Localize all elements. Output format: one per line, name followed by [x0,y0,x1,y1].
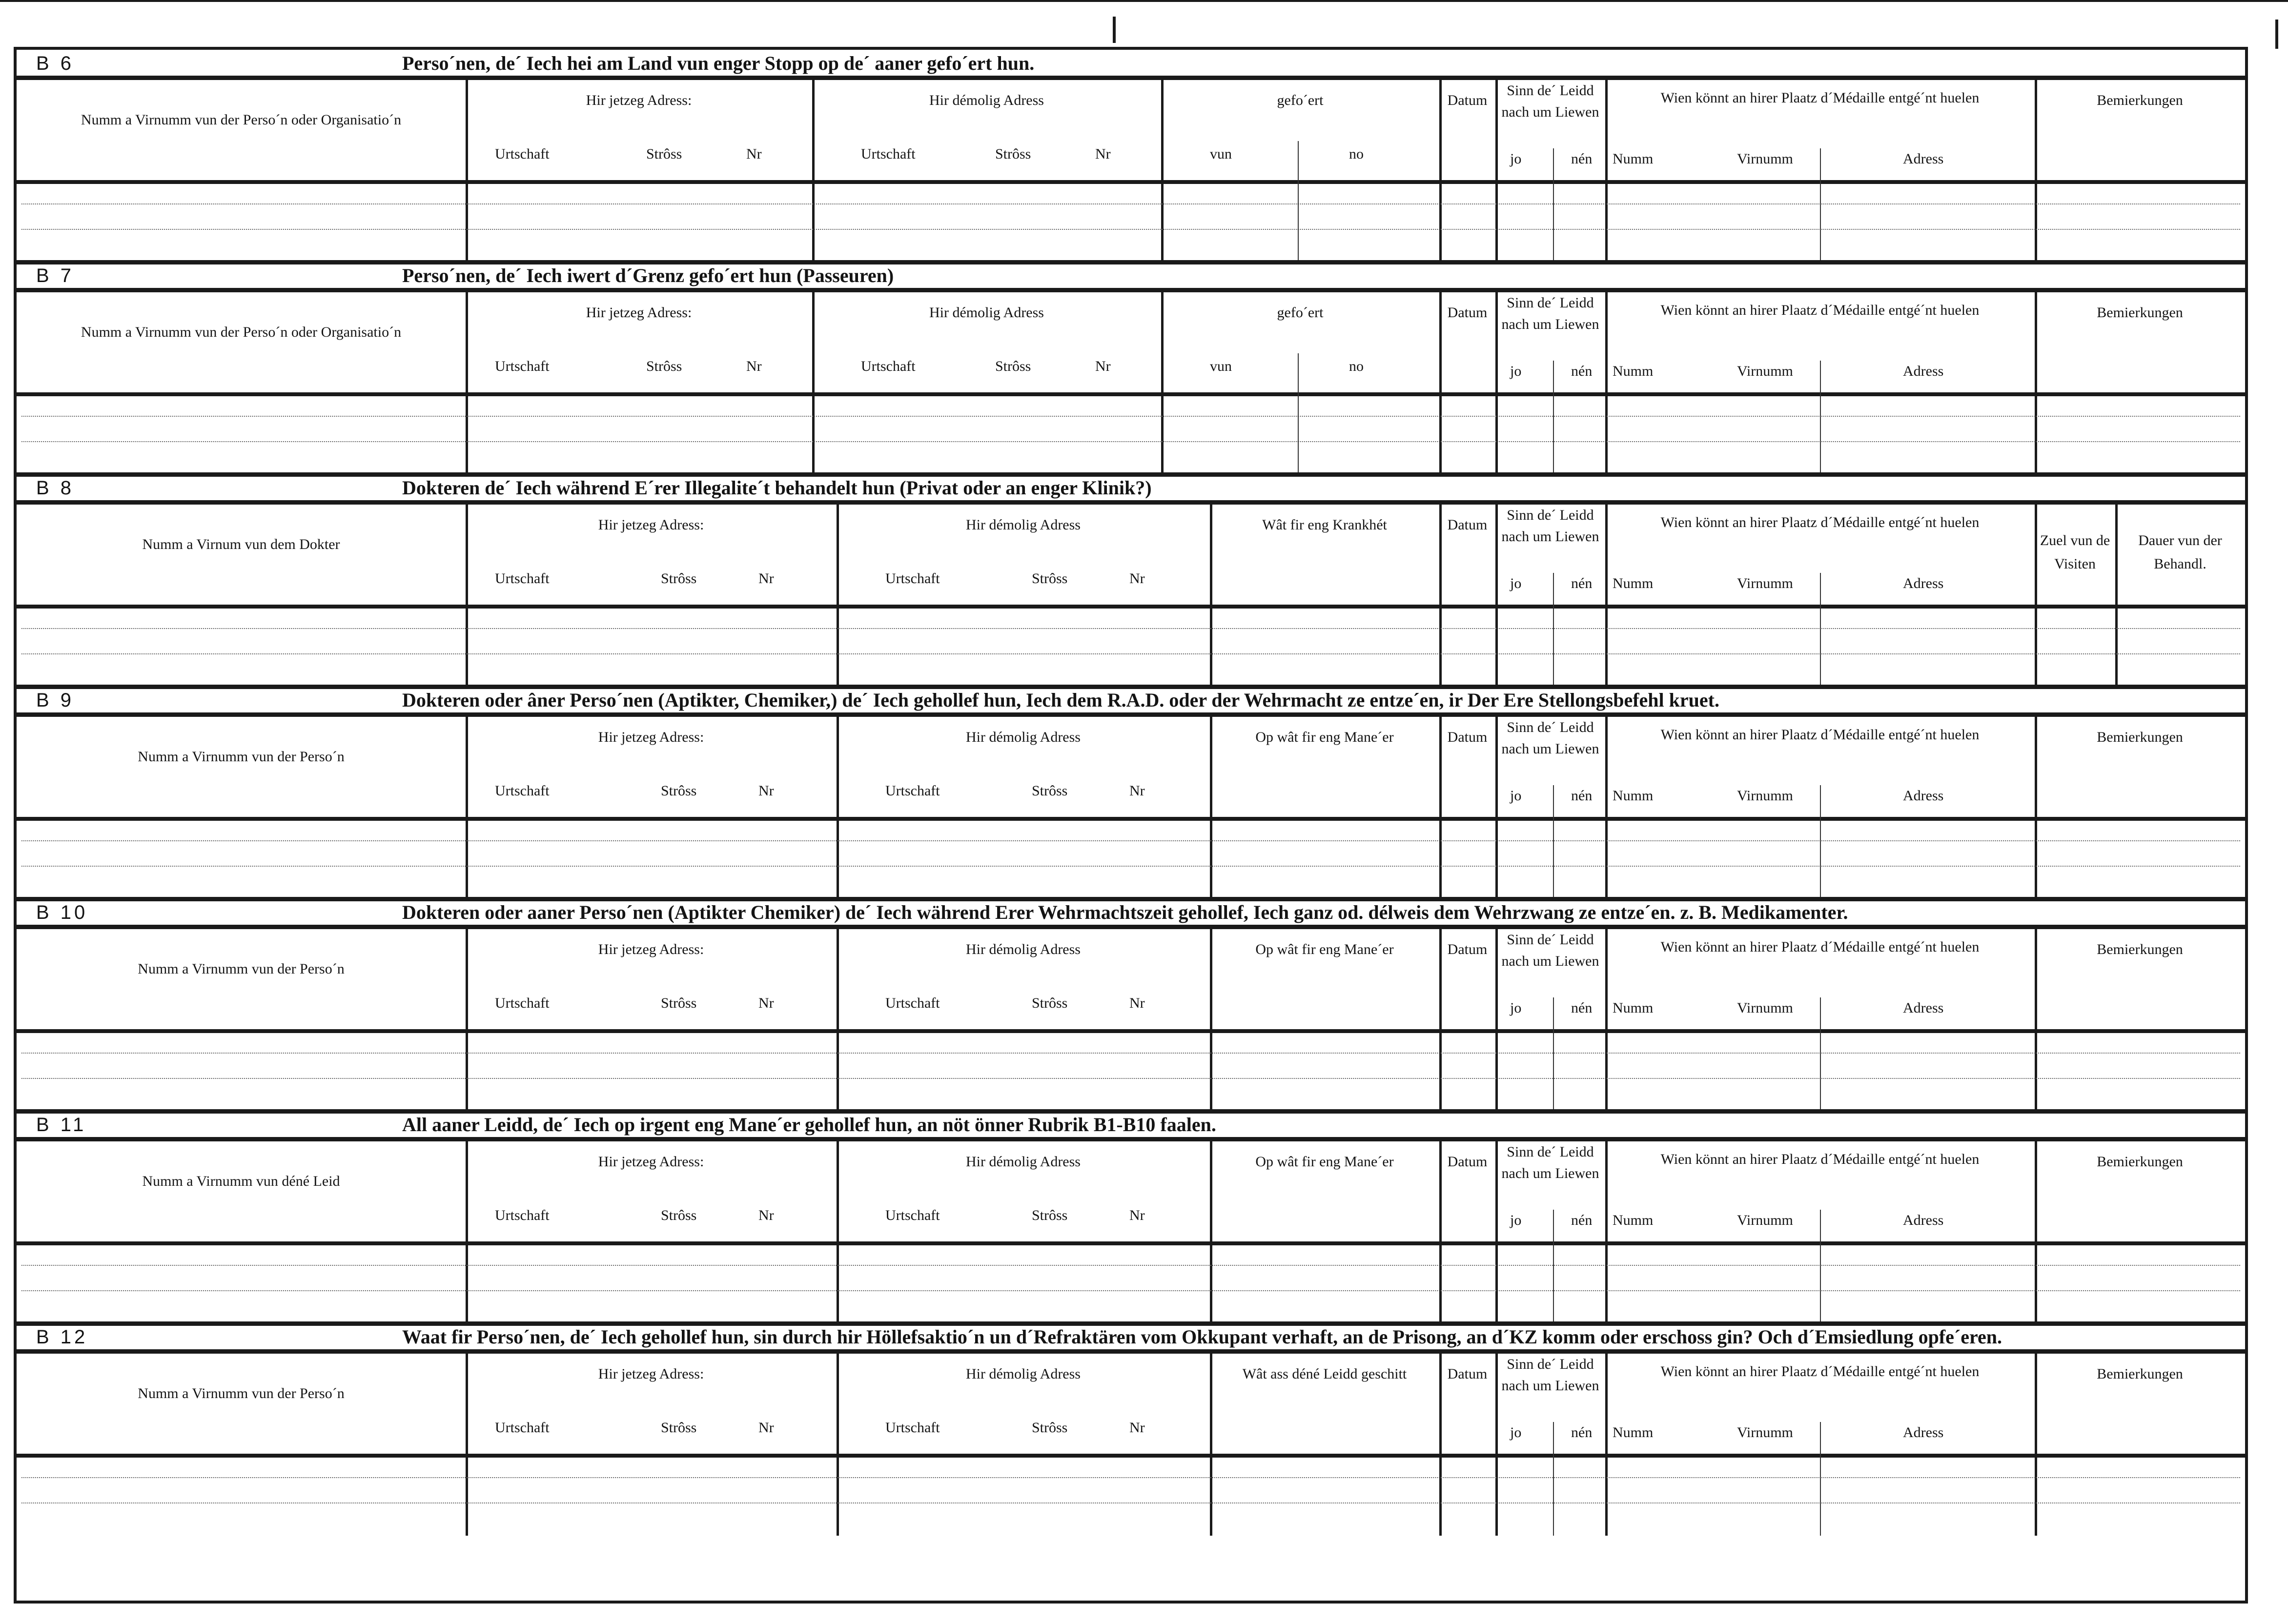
header-row-divider [17,180,2245,184]
yes-label: jo [1510,1424,1522,1441]
number-label: Nr [1129,1207,1145,1223]
transported-header: gefo´ert [1277,92,1324,108]
section-title-bar [17,1111,2245,1141]
duration-header: Dauer vun der Behandl. [2138,532,2222,572]
number-label: Nr [1129,995,1145,1011]
date-header: Datum [1447,1154,1488,1170]
section-title: Dokteren oder aaner Perso´nen (Aptikter Chemiker) de´ Iech während Erer Wehrmachtszeit gehollef, Iech ganz od. délweis dem Wehrzwang ze entze´en. z. B. Medikamenter. [402,901,1848,923]
entry-row-line [21,441,2240,442]
name-label: Numm [1613,151,1654,167]
name-column-header: Numm a Virnumm vun der Perso´n [138,1385,345,1401]
entry-row-line [21,866,2240,867]
name-label: Numm [1613,1424,1654,1441]
no-label: nén [1571,151,1593,167]
name-column-header: Numm a Virnumm vun der Perso´n [138,961,345,977]
firstname-label: Virnumm [1737,1424,1793,1441]
firstname-label: Virnumm [1737,1212,1793,1228]
section-title-bar [17,1323,2245,1354]
address-label: Adress [1903,363,1944,379]
street-label: Strôss [1032,1420,1068,1436]
number-label: Nr [758,1420,774,1436]
firstname-label: Virnumm [1737,575,1793,591]
column-divider [1210,717,1212,899]
entry-row-line [21,416,2240,417]
locality-label: Urtschaft [495,146,550,162]
column-divider [1605,1141,1608,1323]
column-divider [1210,505,1212,687]
address-label: Adress [1903,151,1944,167]
firstname-label: Virnumm [1737,1000,1793,1016]
number-label: Nr [758,1207,774,1223]
firstname-label: Virnumm [1737,788,1793,804]
medal-question-header: Wien könnt an hirer Plaatz d´Médaille entgé´nt huelen [1660,514,1980,530]
visits-header: Zuel vun de Visiten [2040,532,2110,572]
street-label: Strôss [995,146,1031,162]
split-line [1553,573,1554,687]
section-code: B 12 [36,1326,88,1348]
number-label: Nr [1129,570,1145,587]
current-address-header: Hir jetzeg Adress: [598,1154,704,1170]
split-line [1820,573,1821,687]
street-label: Strôss [1032,570,1068,587]
split-line [1553,1210,1554,1323]
number-label: Nr [1095,358,1111,374]
section-title-bar [17,50,2245,80]
medal-question-header: Wien könnt an hirer Plaatz d´Médaille entgé´nt huelen [1660,939,1980,955]
scan-mark-top [1113,17,1116,43]
split-line [1553,785,1554,899]
medal-question-header: Wien könnt an hirer Plaatz d´Médaille entgé´nt huelen [1660,1363,1980,1380]
entry-row-line [21,1078,2240,1079]
alive-question-header: Sinn de´ Leidd nach um Liewen [1501,719,1599,757]
name-column-header: Numm a Virnumm vun der Perso´n [138,749,345,765]
section-title-bar [17,474,2245,505]
street-label: Strôss [661,783,697,799]
firstname-label: Virnumm [1737,363,1793,379]
no-label: nén [1571,788,1593,804]
remarks-header: Bemierkungen [2097,941,2183,957]
entry-row-line [21,1290,2240,1291]
yes-label: jo [1510,1212,1522,1228]
middle-column-header: Op wât fir eng Mane´er [1255,729,1394,745]
alive-question-header: Sinn de´ Leidd nach um Liewen [1501,1144,1599,1181]
split-line [1820,148,1821,262]
former-address-header: Hir démolig Adress [966,517,1081,533]
section-code: B 7 [36,265,75,286]
column-divider [1210,1141,1212,1323]
number-label: Nr [1129,783,1145,799]
locality-label: Urtschaft [885,1420,940,1436]
yes-label: jo [1510,151,1522,167]
locality-label: Urtschaft [885,570,940,587]
form-section-b12 [17,1323,2245,1536]
remarks-header: Bemierkungen [2097,729,2183,745]
column-divider [1605,717,1608,899]
split-line [1820,1422,1821,1536]
current-address-header: Hir jetzeg Adress: [598,1366,704,1382]
locality-label: Urtschaft [885,1207,940,1223]
from-label: vun [1210,358,1232,374]
no-label: nén [1571,1212,1593,1228]
section-code: B 9 [36,690,75,711]
entry-row-line [21,840,2240,841]
column-divider [1605,292,1608,474]
number-label: Nr [746,358,762,374]
transported-header: gefo´ert [1277,304,1324,321]
current-address-header: Hir jetzeg Adress: [586,304,692,321]
former-address-header: Hir démolig Adress [929,304,1044,321]
street-label: Strôss [661,995,697,1011]
locality-label: Urtschaft [495,1207,550,1223]
split-line [1820,997,1821,1111]
street-label: Strôss [1032,783,1068,799]
street-label: Strôss [661,570,697,587]
number-label: Nr [758,570,774,587]
locality-label: Urtschaft [885,995,940,1011]
section-title: Dokteren oder âner Perso´nen (Aptikter, Chemiker,) de´ Iech gehollef hun, Iech dem R.A.D. oder der Wehrmacht ze entze´en, ir Der Ere Stellongsbefehl kruet. [402,689,1719,711]
section-grid [17,80,2245,262]
street-label: Strôss [661,1420,697,1436]
column-divider [1210,1354,1212,1536]
column-divider [1605,80,1608,262]
scan-mark-right [2275,20,2278,49]
date-header: Datum [1447,517,1488,533]
section-grid [17,292,2245,474]
current-address-header: Hir jetzeg Adress: [598,941,704,957]
section-title-bar [17,899,2245,929]
section-title: Perso´nen, de´ Iech iwert d´Grenz gefo´ert hun (Passeuren) [402,264,894,286]
address-label: Adress [1903,1424,1944,1441]
address-label: Adress [1903,1212,1944,1228]
form-section-b11 [17,1111,2245,1323]
street-label: Strôss [661,1207,697,1223]
section-title: Waat fir Perso´nen, de´ Iech gehollef hun, sin durch hir Höllefsaktio´n un d´Refraktären vom Okkupant verhaft, an de Prisong, an d´KZ komm oder erschoss gin? Och d´Emsiedlung opfe´eren. [402,1326,2002,1348]
entry-row-line [21,229,2240,230]
medal-question-header: Wien könnt an hirer Plaatz d´Médaille entgé´nt huelen [1660,727,1980,743]
section-title: All aaner Leidd, de´ Iech op irgent eng Mane´er gehollef hun, an nöt önner Rubrik B1-B10 faalen. [402,1114,1216,1136]
entry-row-line [21,1053,2240,1054]
alive-question-header: Sinn de´ Leidd nach um Liewen [1501,932,1599,969]
column-divider [1605,505,1608,687]
alive-question-header: Sinn de´ Leidd nach um Liewen [1501,295,1599,332]
former-address-header: Hir démolig Adress [966,941,1081,957]
form-section-b9 [17,687,2245,899]
split-line [1298,141,1299,262]
remarks-header: Bemierkungen [2097,92,2183,108]
no-label: nén [1571,575,1593,591]
section-code: B 10 [36,902,88,923]
current-address-header: Hir jetzeg Adress: [598,517,704,533]
alive-question-header: Sinn de´ Leidd nach um Liewen [1501,82,1599,120]
split-line [1820,1210,1821,1323]
header-row-divider [17,1029,2245,1033]
column-divider [1605,929,1608,1111]
no-label: nén [1571,1424,1593,1441]
address-label: Adress [1903,575,1944,591]
medal-question-header: Wien könnt an hirer Plaatz d´Médaille entgé´nt huelen [1660,1151,1980,1167]
name-label: Numm [1613,1212,1654,1228]
former-address-header: Hir démolig Adress [966,1366,1081,1382]
current-address-header: Hir jetzeg Adress: [586,92,692,108]
locality-label: Urtschaft [885,783,940,799]
header-row-divider [17,817,2245,821]
section-code: B 11 [36,1114,87,1136]
split-line [1553,361,1554,474]
yes-label: jo [1510,575,1522,591]
medal-question-header: Wien könnt an hirer Plaatz d´Médaille entgé´nt huelen [1660,90,1980,106]
column-divider [1605,1354,1608,1536]
form-sheet [14,47,2248,1604]
middle-column-header: Op wât fir eng Mane´er [1255,941,1394,957]
medal-question-header: Wien könnt an hirer Plaatz d´Médaille entgé´nt huelen [1660,302,1980,318]
number-label: Nr [758,995,774,1011]
locality-label: Urtschaft [495,1420,550,1436]
firstname-label: Virnumm [1737,151,1793,167]
locality-label: Urtschaft [495,570,550,587]
entry-row-line [21,653,2240,654]
date-header: Datum [1447,729,1488,745]
split-line [1553,997,1554,1111]
date-header: Datum [1447,304,1488,321]
name-column-header: Numm a Virnumm vun déné Leid [142,1173,340,1189]
name-label: Numm [1613,788,1654,804]
section-title: Perso´nen, de´ Iech hei am Land vun enger Stopp op de´ aaner gefo´ert hun. [402,52,1035,74]
number-label: Nr [1095,146,1111,162]
form-section-b7 [17,262,2245,474]
alive-question-header: Sinn de´ Leidd nach um Liewen [1501,507,1599,545]
locality-label: Urtschaft [495,995,550,1011]
section-grid [17,1354,2245,1536]
name-column-header: Numm a Virnumm vun der Perso´n oder Organisatio´n [81,112,402,128]
current-address-header: Hir jetzeg Adress: [598,729,704,745]
remarks-header: Bemierkungen [2097,304,2183,321]
name-column-header: Numm a Virnum vun dem Dokter [142,536,340,552]
section-title-bar [17,687,2245,717]
number-label: Nr [746,146,762,162]
date-header: Datum [1447,92,1488,108]
form-section-b10 [17,899,2245,1111]
entry-row-line [21,1477,2240,1478]
name-label: Numm [1613,363,1654,379]
date-header: Datum [1447,1366,1488,1382]
street-label: Strôss [995,358,1031,374]
remarks-header: Bemierkungen [2097,1366,2183,1382]
no-label: nén [1571,363,1593,379]
column-divider [1210,929,1212,1111]
form-section-b6 [17,50,2245,262]
former-address-header: Hir démolig Adress [966,1154,1081,1170]
entry-row-line [21,203,2240,204]
middle-column-header: Wât fir eng Krankhét [1262,517,1387,533]
no-label: nén [1571,1000,1593,1016]
number-label: Nr [1129,1420,1145,1436]
entry-row-line [21,1265,2240,1266]
address-label: Adress [1903,1000,1944,1016]
form-section-b8 [17,474,2245,687]
split-line [1553,148,1554,262]
middle-column-header: Wât ass déné Leidd geschitt [1242,1366,1407,1382]
yes-label: jo [1510,1000,1522,1016]
street-label: Strôss [646,146,682,162]
to-label: no [1349,358,1364,374]
number-label: Nr [758,783,774,799]
section-title: Dokteren de´ Iech während E´rer Illegalite´t behandelt hun (Privat oder an enger Klinik?) [402,477,1152,499]
street-label: Strôss [1032,1207,1068,1223]
section-grid [17,505,2245,687]
header-row-divider [17,1241,2245,1245]
street-label: Strôss [646,358,682,374]
header-row-divider [17,1454,2245,1458]
section-code: B 6 [36,53,75,74]
name-label: Numm [1613,1000,1654,1016]
section-code: B 8 [36,477,75,499]
header-row-divider [17,605,2245,609]
from-label: vun [1210,146,1232,162]
locality-label: Urtschaft [861,146,916,162]
split-line [1820,785,1821,899]
locality-label: Urtschaft [495,358,550,374]
split-line [1553,1422,1554,1536]
split-line [1820,361,1821,474]
scan-top-border [0,0,2288,2]
name-column-header: Numm a Virnumm vun der Perso´n oder Organisatio´n [81,324,402,340]
former-address-header: Hir démolig Adress [966,729,1081,745]
yes-label: jo [1510,788,1522,804]
locality-label: Urtschaft [495,783,550,799]
middle-column-header: Op wât fir eng Mane´er [1255,1154,1394,1170]
address-label: Adress [1903,788,1944,804]
section-grid [17,1141,2245,1323]
section-grid [17,717,2245,899]
section-title-bar [17,262,2245,292]
former-address-header: Hir démolig Adress [929,92,1044,108]
street-label: Strôss [1032,995,1068,1011]
split-line [1298,353,1299,474]
header-row-divider [17,392,2245,396]
entry-row-line [21,628,2240,629]
section-grid [17,929,2245,1111]
remarks-header: Bemierkungen [2097,1154,2183,1170]
yes-label: jo [1510,363,1522,379]
alive-question-header: Sinn de´ Leidd nach um Liewen [1501,1356,1599,1394]
to-label: no [1349,146,1364,162]
entry-row-line [21,1502,2240,1503]
locality-label: Urtschaft [861,358,916,374]
name-label: Numm [1613,575,1654,591]
date-header: Datum [1447,941,1488,957]
